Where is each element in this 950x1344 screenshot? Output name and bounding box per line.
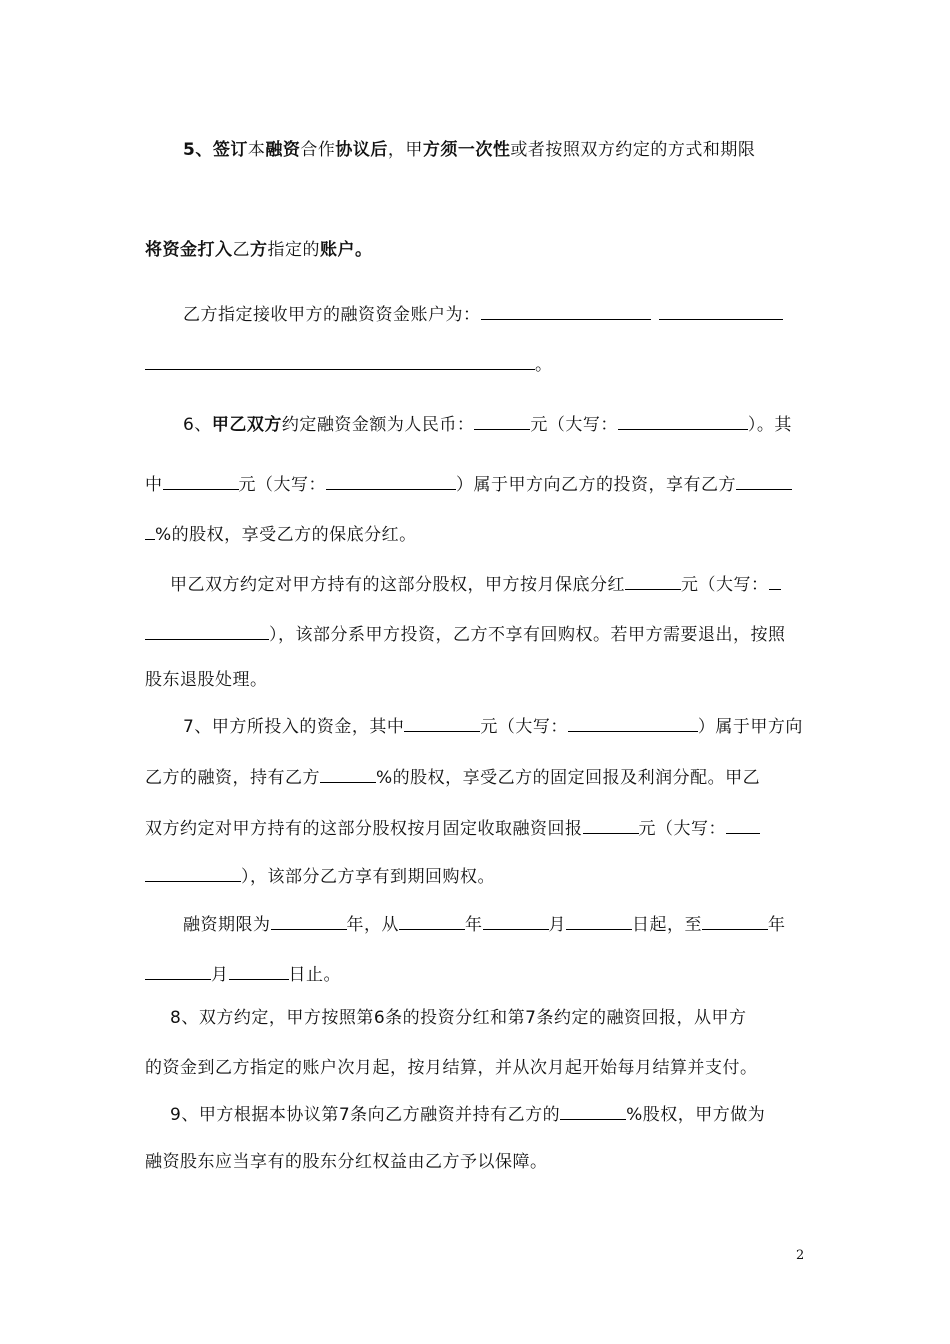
- amount-blank[interactable]: [474, 410, 530, 430]
- text-fragment: 中: [145, 475, 163, 495]
- amount-words-blank[interactable]: [769, 570, 781, 590]
- text-fragment: 约定融资金额为人民币：: [281, 415, 475, 435]
- clause-6-line-2: [145, 470, 792, 497]
- term-line-2: [145, 960, 341, 987]
- clause-6-line-1: [183, 410, 792, 437]
- text-fragment: 合作: [300, 140, 336, 160]
- account-label: 乙方指定接收甲方的融资资金账户为：: [183, 305, 481, 325]
- return-blank[interactable]: [583, 814, 639, 834]
- clause-6-line-3: [145, 520, 417, 547]
- percent-blank[interactable]: [320, 763, 376, 783]
- text-fragment: 协议后: [335, 140, 388, 160]
- text-fragment: %的股权，享受乙方的固定回报及利润分配。甲乙: [376, 768, 761, 788]
- text-fragment: 指定的: [267, 240, 320, 260]
- text-fragment: ）。其: [747, 415, 792, 435]
- text-fragment: 日起，至: [632, 915, 702, 935]
- clause-9-line-2: [145, 1150, 548, 1174]
- text-fragment: 方: [250, 240, 268, 260]
- text-fragment: 年，从: [346, 915, 399, 935]
- account-end: 。: [535, 355, 553, 375]
- text-fragment: 月: [211, 965, 229, 985]
- end-day-blank[interactable]: [229, 960, 289, 980]
- text-fragment: 8、双方约定，甲方按照第6条的投资分红和第7条约定的融资回报，从甲方: [170, 1008, 747, 1028]
- text-fragment: 5、签订: [183, 140, 248, 160]
- amount-blank[interactable]: [163, 470, 239, 490]
- text-fragment: ），该部分乙方享有到期回购权。: [241, 867, 495, 887]
- text-fragment: 双方约定对甲方持有的这部分股权按月固定收取融资回报: [145, 819, 583, 839]
- amount-words-blank[interactable]: [726, 814, 760, 834]
- text-fragment: 方须一次性: [422, 140, 511, 160]
- clause-8-line-2: [145, 1056, 758, 1080]
- percent-blank[interactable]: [560, 1100, 626, 1120]
- text-fragment: 元（大写：: [530, 415, 618, 435]
- text-fragment: 年: [465, 915, 483, 935]
- clause-7-line-2: [145, 763, 760, 790]
- text-fragment: 年: [768, 915, 786, 935]
- text-fragment: 股东退股处理。: [145, 670, 268, 690]
- start-year-blank[interactable]: [399, 910, 465, 930]
- account-line-1: [183, 300, 783, 327]
- amount-words-blank[interactable]: [326, 470, 456, 490]
- amount-words-blank[interactable]: [145, 862, 241, 882]
- page-number: 2: [796, 1248, 805, 1263]
- clause-7-line-3: [145, 814, 760, 841]
- text-fragment: 本: [247, 140, 266, 160]
- clause-6-line-5: [145, 620, 786, 647]
- text-fragment: 日止。: [288, 965, 341, 985]
- end-year-blank[interactable]: [702, 910, 768, 930]
- clause-7-line-4: [145, 862, 495, 889]
- amount-words-blank[interactable]: [145, 620, 269, 640]
- text-fragment: 元（大写：: [480, 717, 568, 737]
- account-blank[interactable]: [481, 300, 651, 320]
- clause-9-line-1: [170, 1100, 765, 1127]
- amount-words-blank[interactable]: [618, 410, 748, 430]
- clause-5-line-2: [145, 238, 373, 262]
- text-fragment: 融资: [265, 140, 301, 160]
- clause-5-line-1: [183, 138, 755, 162]
- text-fragment: 元（大写：: [681, 575, 769, 595]
- text-fragment: 账户。: [320, 240, 373, 260]
- text-fragment: 融资期限为: [183, 915, 271, 935]
- text-fragment: ，甲: [387, 140, 423, 160]
- amount-words-blank[interactable]: [568, 712, 698, 732]
- text-fragment: 元（大写：: [638, 819, 726, 839]
- clause-7-line-1: [183, 712, 803, 739]
- text-fragment: ）属于甲方向: [697, 717, 803, 737]
- text-fragment: 将资金打入: [145, 240, 233, 260]
- text-fragment: %股权，甲方做为: [626, 1105, 766, 1125]
- text-fragment: 元（大写：: [238, 475, 326, 495]
- account-blank[interactable]: [145, 350, 535, 370]
- term-line-1: [183, 910, 786, 937]
- text-fragment: 9、甲方根据本协议第7条向乙方融资并持有乙方的: [170, 1105, 561, 1125]
- account-blank[interactable]: [659, 300, 783, 320]
- dividend-blank[interactable]: [625, 570, 681, 590]
- percent-blank[interactable]: [736, 470, 792, 490]
- text-fragment: ），该部分系甲方投资，乙方不享有回购权。若甲方需要退出，按照: [269, 625, 786, 645]
- account-line-2: [145, 350, 553, 377]
- text-fragment: 乙方的融资，持有乙方: [145, 768, 320, 788]
- text-fragment: %的股权，享受乙方的保底分红。: [155, 525, 417, 545]
- text-fragment: 融资股东应当享有的股东分红权益由乙方予以保障。: [145, 1152, 548, 1172]
- text-fragment: 6、: [183, 415, 212, 435]
- years-blank[interactable]: [271, 910, 347, 930]
- start-day-blank[interactable]: [566, 910, 632, 930]
- percent-blank[interactable]: [145, 520, 155, 540]
- end-month-blank[interactable]: [145, 960, 211, 980]
- amount-blank[interactable]: [404, 712, 480, 732]
- text-fragment: 乙: [232, 240, 250, 260]
- text-fragment: ）属于甲方向乙方的投资，享有乙方: [456, 475, 736, 495]
- clause-8-line-1: [170, 1006, 746, 1030]
- clause-6-line-4: [170, 570, 781, 597]
- text-fragment: 7、甲方所投入的资金，其中: [183, 717, 405, 737]
- text-fragment: 或者按照双方约定的方式和期限: [510, 140, 756, 160]
- text-fragment: 甲乙双方: [211, 415, 282, 435]
- clause-6-line-6: [145, 668, 268, 692]
- text-fragment: 的资金到乙方指定的账户次月起，按月结算，并从次月起开始每月结算并支付。: [145, 1058, 758, 1078]
- text-fragment: 月: [548, 915, 566, 935]
- start-month-blank[interactable]: [483, 910, 549, 930]
- text-fragment: 甲乙双方约定对甲方持有的这部分股权，甲方按月保底分红: [170, 575, 625, 595]
